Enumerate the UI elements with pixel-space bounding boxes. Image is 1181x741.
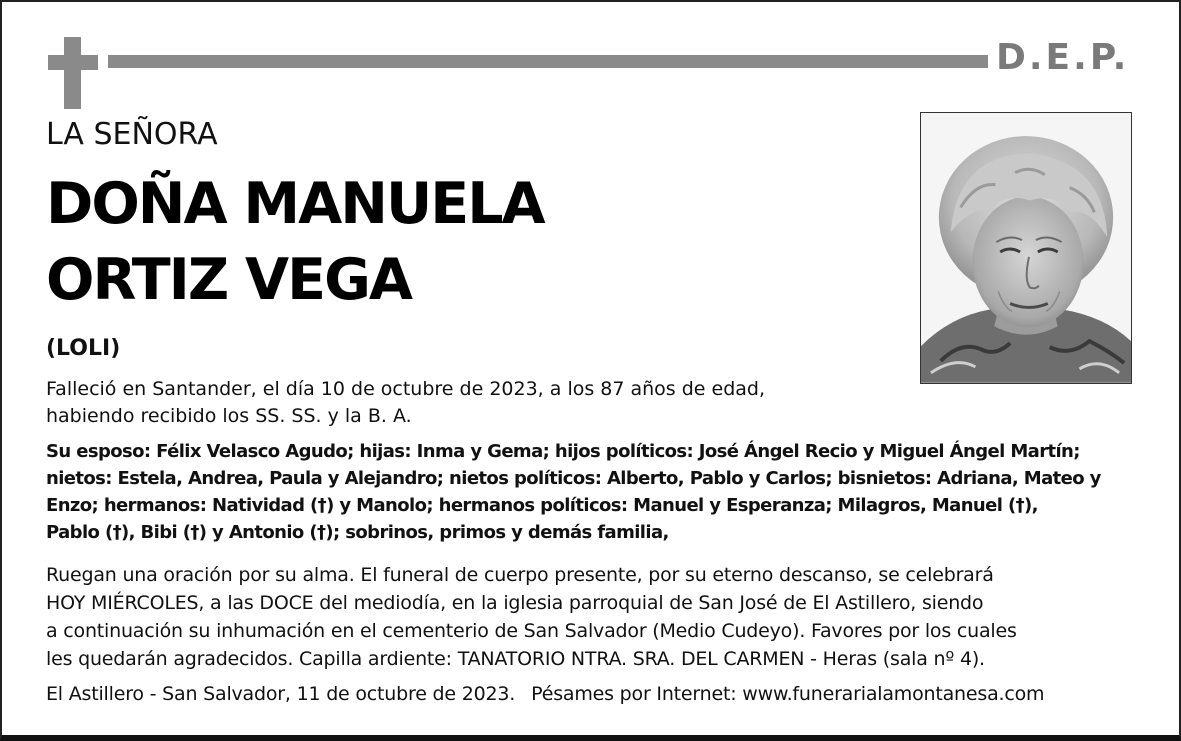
family-list-line: nietos: Estela, Andrea, Paula y Alejandro; nietos políticos: Alberto, Pablo y Carlos; bisnietos: Adriana, Mateo y bbox=[46, 468, 1101, 489]
footer bbox=[46, 680, 1044, 708]
portrait-image bbox=[921, 113, 1131, 383]
family-list-line: Su esposo: Félix Velasco Agudo; hijas: Inma y Gema; hijos políticos: José Ángel Recio y Miguel Ángel Martín; bbox=[46, 441, 1080, 462]
condolences-website: Pésames por Internet: www.funerarialamontanesa.com bbox=[531, 683, 1045, 705]
latin-cross-icon bbox=[48, 37, 98, 109]
funeral-details-line: Ruegan una oración por su alma. El funeral de cuerpo presente, por su eterno descanso, se celebrará bbox=[46, 564, 994, 586]
cross-horizontal-bar bbox=[48, 55, 98, 70]
deceased-name-line-2: ORTIZ VEGA bbox=[46, 247, 412, 313]
death-notice bbox=[46, 376, 765, 430]
footer-place-date: El Astillero - San Salvador, 11 de octubre de 2023. bbox=[46, 683, 516, 705]
header-rule bbox=[108, 55, 988, 68]
dep-label: D.E.P. bbox=[996, 37, 1130, 78]
funeral-details bbox=[46, 561, 1017, 673]
family-list bbox=[46, 438, 1101, 546]
deceased-name-line-1: DOÑA MANUELA bbox=[46, 171, 544, 237]
death-notice-line: Falleció en Santander, el día 10 de octubre de 2023, a los 87 años de edad, bbox=[46, 378, 766, 400]
deceased-nickname: (LOLI) bbox=[46, 336, 121, 361]
funeral-details-line: a continuación su inhumación en el cementerio de San Salvador (Medio Cudeyo). Favores por los cuales bbox=[46, 620, 1017, 642]
cross-vertical-bar bbox=[64, 37, 81, 109]
honorific-prefix: LA SEÑORA bbox=[46, 117, 218, 152]
death-notice-line: habiendo recibido los SS. SS. y la B. A. bbox=[46, 405, 412, 427]
family-list-line: Pablo (†), Bibi (†) y Antonio (†); sobrinos, primos y demás familia, bbox=[46, 522, 669, 543]
portrait-photo bbox=[920, 112, 1132, 384]
funeral-details-line: les quedarán agradecidos. Capilla ardiente: TANATORIO NTRA. SRA. DEL CARMEN - Heras (sala nº 4). bbox=[46, 648, 985, 670]
deceased-name bbox=[46, 166, 544, 318]
funeral-details-line: HOY MIÉRCOLES, a las DOCE del mediodía, en la iglesia parroquial de San José de El Astillero, siendo bbox=[46, 592, 984, 614]
family-list-line: Enzo; hermanos: Natividad (†) y Manolo; hermanos políticos: Manuel y Esperanza; Milagros, Manuel (†), bbox=[46, 495, 1038, 516]
